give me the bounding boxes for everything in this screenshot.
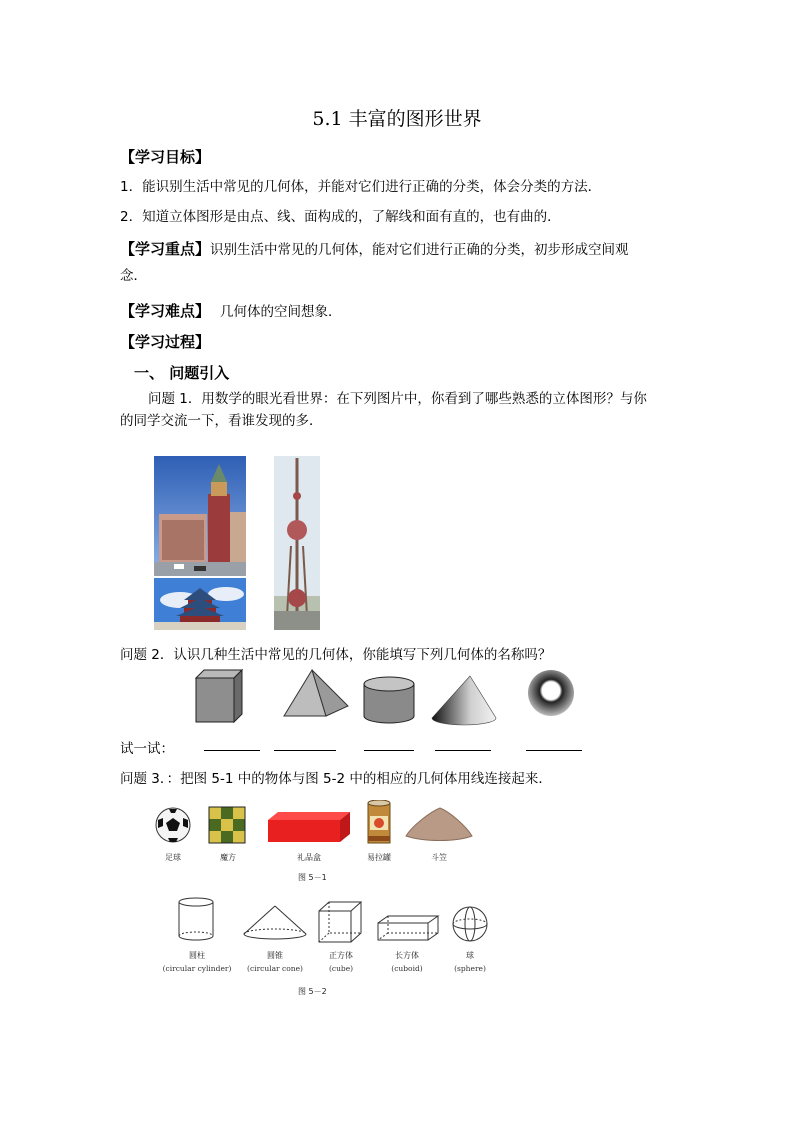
wire-cone <box>242 904 308 942</box>
figure-5-2-caption: 图 5－2 <box>298 987 327 996</box>
fig2-en-sphere: (sphere) <box>454 964 486 973</box>
answer-blank-1[interactable] <box>204 750 260 751</box>
focus-text-line2: 念． <box>120 268 147 284</box>
objective-item-2: 2．知道立体图形是由点、线、面构成的，了解线和面有直的，也有曲的． <box>120 209 561 225</box>
fig2-en-cube: (cube) <box>328 964 354 973</box>
question1-line1: 问题 1．用数学的眼光看世界：在下列图片中，你看到了哪些熟悉的立体图形？与你 <box>148 391 647 407</box>
gift-box-image <box>266 810 352 844</box>
focus-heading: 【学习重点】 <box>120 240 211 258</box>
question3-text: 问题 3．：把图 5-1 中的物体与图 5-2 中的相应的几何体用线连接起来． <box>120 771 552 787</box>
fig2-en-cylinder: (circular cylinder) <box>162 964 232 973</box>
pyramid-shape <box>282 668 350 720</box>
wire-sphere <box>450 904 490 944</box>
answer-blank-2[interactable] <box>274 750 336 751</box>
fig2-label-cone: 圆锥 <box>267 951 283 960</box>
wire-cylinder <box>176 896 216 944</box>
fig2-en-cuboid: (cuboid) <box>391 964 423 973</box>
difficulty-text: 几何体的空间想象． <box>220 304 342 320</box>
bamboo-hat-image <box>404 806 474 842</box>
sphere-shape <box>526 668 576 718</box>
answer-blank-5[interactable] <box>526 750 582 751</box>
cube-shape <box>194 668 248 724</box>
building-photo <box>154 456 246 576</box>
focus-block <box>120 238 629 260</box>
focus-text-line1: 识别生活中常见的几何体，能对它们进行正确的分类，初步形成空间观 <box>210 242 629 258</box>
temple-photo <box>154 578 246 630</box>
tower-photo <box>274 456 320 630</box>
figure-5-1-caption: 图 5－1 <box>298 873 327 882</box>
rubiks-cube-image <box>207 803 247 845</box>
objective-item-1: 1．能识别生活中常见的几何体，并能对它们进行正确的分类，体会分类的方法． <box>120 179 602 195</box>
fig1-label-can: 易拉罐 <box>367 853 391 862</box>
process-heading: 【学习过程】 <box>120 333 211 351</box>
fig1-label-football: 足球 <box>165 853 181 862</box>
question1-line2: 的同学交流一下，看谁发现的多． <box>120 413 323 429</box>
section1-heading: 一、 问题引入 <box>134 364 230 382</box>
fig2-en-cone: (circular cone) <box>247 964 303 973</box>
fig2-label-cuboid: 长方体 <box>395 951 419 960</box>
cylinder-shape <box>362 676 416 726</box>
cone-shape <box>430 674 498 726</box>
fig1-label-hat: 斗笠 <box>431 853 447 862</box>
wire-cuboid <box>376 914 440 942</box>
wire-cube <box>317 900 363 944</box>
fig2-label-sphere: 球 <box>466 951 474 960</box>
answer-blank-4[interactable] <box>435 750 491 751</box>
difficulty-heading: 【学习难点】 <box>120 302 211 320</box>
question2-text: 问题 2．认识几种生活中常见的几何体，你能填写下列几何体的名称吗？ <box>120 647 552 663</box>
football-image <box>154 806 192 844</box>
fig2-label-cube: 正方体 <box>329 951 353 960</box>
objectives-heading: 【学习目标】 <box>120 148 211 166</box>
fig1-label-rubiks: 魔方 <box>220 853 236 862</box>
try-label: 试一试： <box>120 741 174 757</box>
can-image <box>366 800 392 846</box>
answer-blank-3[interactable] <box>364 750 414 751</box>
fig1-label-giftbox: 礼品盒 <box>297 853 321 862</box>
fig2-label-cylinder: 圆柱 <box>189 951 205 960</box>
difficulty-block <box>120 300 342 322</box>
page-title: 5.1 丰富的图形世界 <box>312 108 482 130</box>
